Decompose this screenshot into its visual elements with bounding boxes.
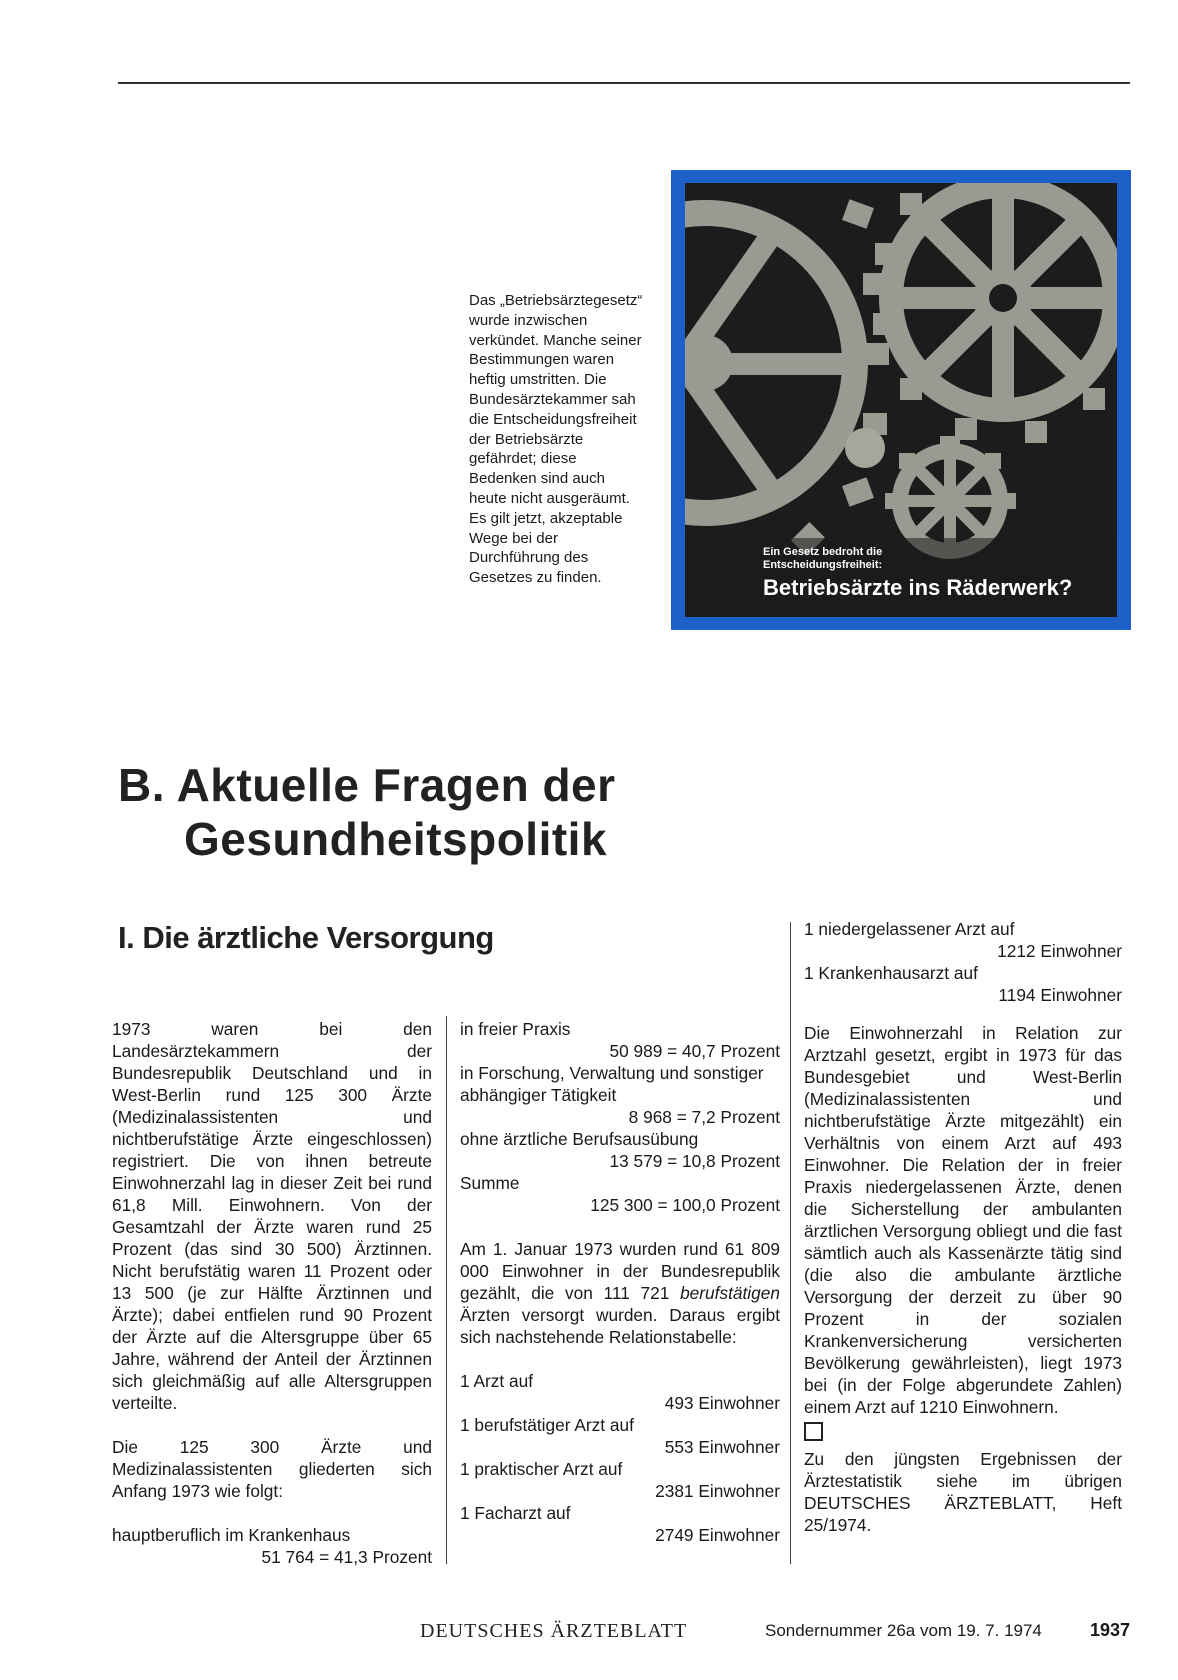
col2-paragraph-part2: Ärzten versorgt wurden. Daraus ergibt sich nachstehende Relationstabelle: xyxy=(460,1305,780,1347)
section-title xyxy=(118,758,616,866)
col1-paragraph-2: Die 125 300 Ärzte und Medizinalassistenten gliederten sich Anfang 1973 wie folgt: xyxy=(112,1437,432,1501)
col2-row-label: in Forschung, Verwaltung und sonstiger abhängiger Tätigkeit xyxy=(460,1063,764,1105)
relation-label: 1 berufstätiger Arzt auf xyxy=(460,1415,634,1435)
col1-item-label: hauptberuflich im Krankenhaus xyxy=(112,1525,351,1545)
col2-row-value: 50 989 = 40,7 Prozent xyxy=(609,1041,780,1061)
col1-item-value: 51 764 = 41,3 Prozent xyxy=(261,1547,432,1567)
subsection-title: I. Die ärztliche Versorgung xyxy=(118,920,494,955)
top-rule xyxy=(118,82,1130,84)
col2-row-label: in freier Praxis xyxy=(460,1019,571,1039)
gears-illustration xyxy=(685,183,1117,617)
col2-row-label: Summe xyxy=(460,1173,520,1193)
footer-issue: Sondernummer 26a vom 19. 7. 1974 xyxy=(765,1621,1042,1640)
relation-value: 1194 Einwohner xyxy=(998,985,1122,1005)
image-kicker-line1: Ein Gesetz bedroht die xyxy=(763,546,883,558)
page-number: 1937 xyxy=(1089,1620,1130,1640)
section-title-line2: Gesundheitspolitik xyxy=(184,813,608,865)
column-rule-1 xyxy=(446,1016,447,1564)
col1-paragraph-1: 1973 waren bei den Landesärztekammern der Bundesrepublik Deutschland und in West-Berlin rund 125 300 Ärzte (Medizinalassistenten und nichtberufstätige Ärzte eingeschlossen) registriert. Die von ihnen betreute Einwohnerzahl lag in dieser Zeit bei rund 61,8 Mill. Einwohnern. Von der Gesamtzahl der Ärzte waren rund 25 Prozent (das sind 30 500) Ärztinnen. Nicht berufstätig waren 11 Prozent oder 13 500 (je zur Hälfte Ärztinnen und Ärzte); dabei entfielen rund 90 Prozent der Ärzte auf die Altersgruppe über 65 Jahre, während der Anteil der Ärztinnen sich gleichmäßig auf alle Altersgruppen verteilte. xyxy=(112,1019,432,1413)
gears-image xyxy=(685,183,1117,617)
relation-label: 1 niedergelassener Arzt auf xyxy=(804,919,1015,939)
image-headline: Betriebsärzte ins Räderwerk? xyxy=(763,575,1073,600)
section-title-line1: B. Aktuelle Fragen der xyxy=(118,759,616,811)
column-3 xyxy=(804,918,1122,1536)
page-footer xyxy=(420,1620,1130,1650)
column-1 xyxy=(112,1018,432,1568)
relation-label: 1 Arzt auf xyxy=(460,1371,534,1391)
relation-value: 553 Einwohner xyxy=(664,1437,780,1457)
col2-paragraph xyxy=(460,1238,780,1348)
col2-row-label: ohne ärztliche Berufsausübung xyxy=(460,1129,699,1149)
column-2 xyxy=(460,1018,780,1546)
col2-paragraph-part1: Am 1. Januar 1973 wurden rund 61 809 000 Einwohner in der Bundesrepublik gezählt, die von 111 721 xyxy=(460,1239,780,1303)
relation-label: 1 praktischer Arzt auf xyxy=(460,1459,623,1479)
col2-row-value: 125 300 = 100,0 Prozent xyxy=(590,1195,780,1215)
relation-value: 1212 Einwohner xyxy=(997,941,1122,961)
col3-paragraph-2: Zu den jüngsten Ergebnissen der Ärztestatistik siehe im übrigen DEUTSCHES ÄRZTEBLATT, Heft 25/1974. xyxy=(804,1449,1122,1535)
relation-label: 1 Krankenhausarzt auf xyxy=(804,963,978,983)
relation-value: 2381 Einwohner xyxy=(655,1481,780,1501)
relation-value: 2749 Einwohner xyxy=(655,1525,780,1545)
relation-value: 493 Einwohner xyxy=(664,1393,780,1413)
column-rule-2 xyxy=(790,922,791,1564)
col3-paragraph-1: Die Einwohnerzahl in Relation zur Arztzahl gesetzt, ergibt in 1973 für das Bundesgebiet und West-Berlin (Medizinalassistenten und nichtberufstätige Ärzte mitgezählt) ein Verhältnis von einem Arzt auf 493 Einwohner. Die Relation der in freier Praxis niedergelassenen Ärzte, denen die Sicherstellung der ambulanten ärztlichen Versorgung obliegt und die fast sämtlich auch als Kassenärzte tätig sind (die also die ambulante ärztliche Versorgung der derzeit zu über 90 Prozent in der sozialen Krankenversicherung versicherten Bevölkerung gewährleisten), liegt 1973 bei (in der Folge abgerundete Zahlen) einem Arzt auf 1210 Einwohnern. xyxy=(804,1023,1122,1417)
image-kicker xyxy=(763,546,882,572)
gears-image-frame xyxy=(671,170,1131,630)
end-mark-box xyxy=(804,1422,823,1441)
col2-paragraph-emphasis: berufstätigen xyxy=(680,1283,780,1303)
gear-large-right-hub xyxy=(989,284,1017,312)
col2-row-value: 13 579 = 10,8 Prozent xyxy=(609,1151,780,1171)
image-caption: Das „Betriebsärztegesetz“ wurde inzwischen verkündet. Manche seiner Bestimmungen waren heftig umstritten. Die Bundesärztekammer sah die Entscheidungsfreiheit der Betriebsärzte gefährdet; diese Bedenken sind auch heute nicht ausgeräumt. Es gilt jetzt, akzeptable Wege bei der Durchführung des Gesetzes zu finden. xyxy=(469,292,643,587)
round-knob xyxy=(845,428,885,468)
footer-journal: DEUTSCHES ÄRZTEBLATT xyxy=(420,1620,688,1642)
relation-label: 1 Facharzt auf xyxy=(460,1503,571,1523)
image-kicker-line2: Entscheidungsfreiheit: xyxy=(763,559,883,571)
col2-row-value: 8 968 = 7,2 Prozent xyxy=(628,1107,780,1127)
